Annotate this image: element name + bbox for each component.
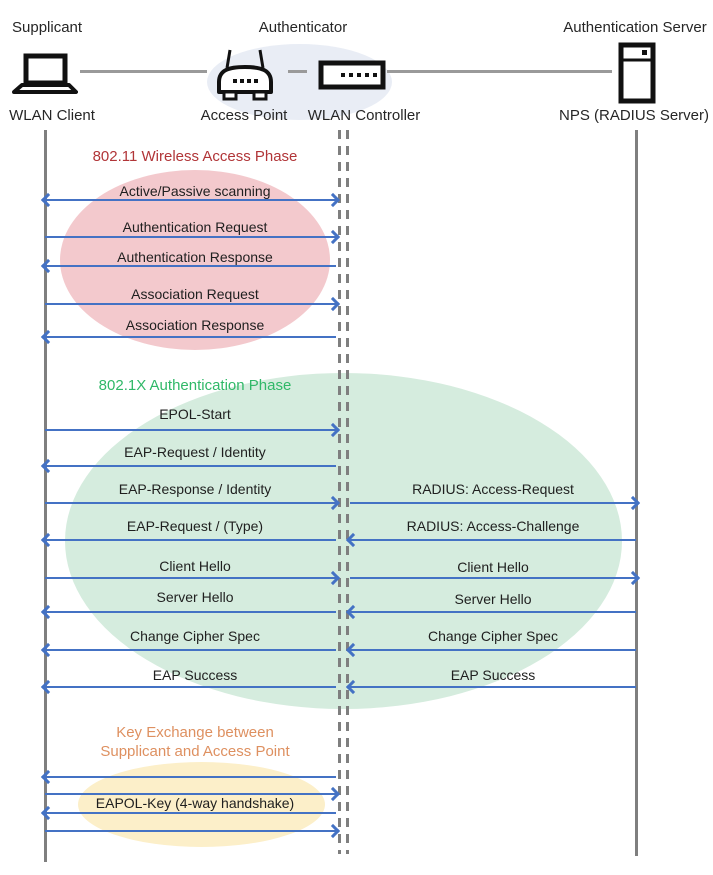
arrow-server-hello-right xyxy=(350,611,636,613)
arrow-radius-access-request xyxy=(350,502,636,504)
arrow-change-cipher-spec-right xyxy=(350,649,636,651)
arrow-scanning xyxy=(45,199,336,201)
message-label-eap-success-right: EAP Success xyxy=(450,667,536,683)
phase3-title-line1: Key Exchange between xyxy=(116,724,274,741)
arrow-eap-success-right xyxy=(350,686,636,688)
arrow-eap-success-left xyxy=(45,686,336,688)
message-label-eap-response-identity: EAP-Response / Identity xyxy=(118,481,272,497)
connector-client-ap xyxy=(80,70,207,73)
message-label-eap-success-left: EAP Success xyxy=(152,667,238,683)
role-authenticator: Authenticator xyxy=(258,19,348,36)
arrow-change-cipher-spec-left xyxy=(45,649,336,651)
message-label-server-hello-right: Server Hello xyxy=(454,591,532,607)
message-label-radius-access-challenge: RADIUS: Access-Challenge xyxy=(406,518,580,534)
message-label-eap-request-type: EAP-Request / (Type) xyxy=(126,518,264,534)
server-icon xyxy=(618,42,656,104)
arrow-association-response xyxy=(45,336,336,338)
node-label-wlan-controller: WLAN Controller xyxy=(307,107,421,124)
role-authentication-server: Authentication Server xyxy=(563,19,707,36)
message-label-authentication-request: Authentication Request xyxy=(122,219,268,235)
wlan-controller-icon xyxy=(318,60,386,90)
phase1-title: 802.11 Wireless Access Phase xyxy=(92,148,298,165)
message-label-authentication-response: Authentication Response xyxy=(117,249,273,265)
message-label-eapol-key: EAPOL-Key (4-way handshake) xyxy=(95,795,295,811)
arrow-eapol-key-4 xyxy=(45,830,336,832)
message-label-change-cipher-spec-right: Change Cipher Spec xyxy=(428,628,558,644)
access-point-icon xyxy=(213,48,277,104)
laptop-icon xyxy=(12,53,78,95)
message-label-association-request: Association Request xyxy=(131,286,259,302)
arrow-eap-request-type xyxy=(45,539,336,541)
phase2-title: 802.1X Authentication Phase xyxy=(98,377,292,394)
arrow-authentication-response xyxy=(45,265,336,267)
arrow-eapol-key-3 xyxy=(45,812,336,814)
arrow-eap-request-identity xyxy=(45,465,336,467)
arrow-server-hello-left xyxy=(45,611,336,613)
message-label-radius-access-request: RADIUS: Access-Request xyxy=(412,481,574,497)
connector-ap-controller xyxy=(288,70,307,73)
message-label-client-hello-left: Client Hello xyxy=(159,558,231,574)
message-label-eap-request-identity: EAP-Request / Identity xyxy=(124,444,266,460)
message-label-server-hello-left: Server Hello xyxy=(156,589,234,605)
message-label-client-hello-right: Client Hello xyxy=(457,559,529,575)
message-label-scanning: Active/Passive scanning xyxy=(119,183,271,199)
connector-controller-server xyxy=(387,70,612,73)
node-label-access-point: Access Point xyxy=(200,107,288,124)
phase2-authentication-ellipse xyxy=(65,373,622,709)
arrow-authentication-request xyxy=(45,236,336,238)
arrow-client-hello-left xyxy=(45,577,336,579)
message-label-epol-start: EPOL-Start xyxy=(159,406,231,422)
arrow-association-request xyxy=(45,303,336,305)
role-supplicant: Supplicant xyxy=(12,19,83,36)
message-label-change-cipher-spec-left: Change Cipher Spec xyxy=(130,628,260,644)
arrow-eapol-key-1 xyxy=(45,776,336,778)
node-label-wlan-client: WLAN Client xyxy=(9,107,95,124)
message-label-association-response: Association Response xyxy=(125,317,265,333)
phase3-title-line2: Supplicant and Access Point xyxy=(100,743,290,760)
arrow-radius-access-challenge xyxy=(350,539,636,541)
phase3-title xyxy=(45,723,345,761)
node-label-nps: NPS (RADIUS Server) xyxy=(558,107,710,124)
arrow-client-hello-right xyxy=(350,577,636,579)
arrow-eap-response-identity xyxy=(45,502,336,504)
arrow-epol-start xyxy=(45,429,336,431)
